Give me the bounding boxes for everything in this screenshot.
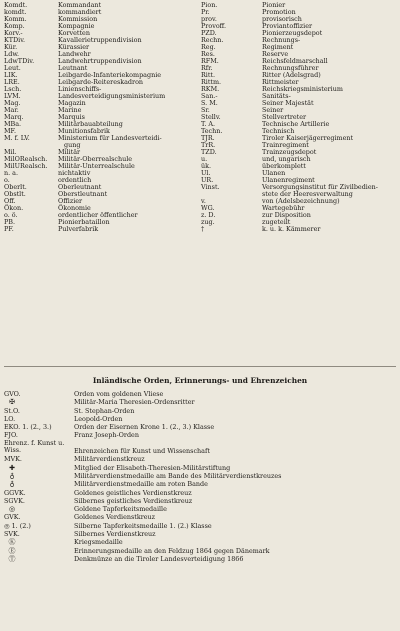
order-abbreviation: ◎ 1. (2.) (4, 521, 31, 530)
abbreviation-meaning: Landwehr (58, 50, 91, 58)
order-name: Franz Joseph-Orden (74, 431, 139, 440)
abbreviation-meaning: Rittmeister (262, 78, 299, 86)
abbreviation: ük. (201, 162, 212, 170)
abbreviation-meaning: Trainzeugsdepot (262, 148, 317, 156)
abbreviation: MF. (4, 127, 17, 135)
section-title: Inländische Orden, Erinnerungs- und Ehrenzeichen (92, 376, 308, 385)
order-row (4, 398, 396, 406)
abbreviation-meaning: überkomplett (262, 162, 306, 170)
abbreviation: Rechn. (201, 36, 224, 44)
abbreviation: Komdt. (4, 1, 28, 9)
abbreviation: S. M. (201, 99, 218, 107)
order-name: Silberne Tapferkeitsmedaille 1. (2.) Klasse (74, 521, 212, 530)
order-name: Erinnerungsmedaille an den Feldzug 1864 gegen Dänemark (74, 546, 270, 555)
abbreviation: San.- (201, 92, 218, 100)
order-row (4, 489, 396, 497)
order-name: Orden vom goldenen Vliese (74, 390, 164, 398)
abbreviation-meaning: kommandiert (58, 8, 102, 16)
abbreviation: Rfr. (201, 64, 213, 72)
orders-list (4, 390, 396, 563)
order-row (4, 390, 396, 398)
abbreviation: Reg. (201, 43, 216, 51)
order-symbol-icon: ♁ (9, 471, 15, 480)
order-abbreviation: MVK. (4, 455, 22, 464)
order-name: Goldenes Verdienstkreuz (74, 513, 156, 522)
abbreviation-column-right (201, 2, 397, 233)
order-abbreviation: EKO. 1. (2., 3.) (4, 423, 52, 432)
abbreviation-meaning: Technisch (262, 127, 295, 135)
order-row (4, 455, 396, 463)
abbreviation: KTDiv. (4, 36, 26, 44)
order-row (4, 480, 396, 488)
abbreviation: zug. (201, 218, 215, 226)
abbreviation-meaning: zugeteilt (262, 218, 291, 226)
abbreviation-meaning: Magazin (58, 99, 86, 107)
order-abbreviation: Ehrenz. f. Kunst u. Wiss. (4, 438, 65, 455)
abbreviation: Off. (4, 197, 16, 205)
order-abbreviation: St.O. (4, 406, 20, 415)
order-abbreviation: SVK. (4, 530, 20, 539)
abbreviation: T. A. (201, 120, 216, 128)
abbreviation: Ökon. (4, 204, 24, 212)
abbreviation-meaning: Kommandant (58, 1, 102, 9)
abbreviation-meaning: Tiroler Kaiserjägerregiment (262, 134, 354, 142)
order-name: Leopold-Orden (74, 414, 123, 423)
abbreviation-meaning: Korvetten (58, 29, 90, 37)
abbreviation-meaning: Kompagnie (58, 22, 95, 30)
order-name: Goldenes geistliches Verdienstkreuz (74, 488, 192, 497)
abbreviation-meaning: Militär-Oberrealschule (58, 155, 133, 163)
order-name: Silbernes Verdienstkreuz (74, 530, 156, 539)
order-abbreviation: GVK. (4, 513, 21, 522)
abbreviation: † (201, 225, 205, 233)
abbreviation: Techn. (201, 127, 223, 135)
abbreviation: Korv.- (4, 29, 23, 37)
abbreviation: Komm. (4, 15, 27, 23)
order-name: Militär-Maria Theresien-Ordensritter (74, 398, 195, 407)
abbreviation: PZD. (201, 29, 217, 37)
abbreviation-meaning: Kürassier (58, 43, 90, 51)
order-row (4, 407, 396, 415)
abbreviation-row (4, 198, 200, 205)
abbreviation-meaning: Militär-Unterrealschule (58, 162, 135, 170)
abbreviation-row (201, 37, 397, 44)
abbreviation: MilURealsch. (4, 162, 48, 170)
abbreviation-meaning: Kavallerietruppendivision (58, 36, 142, 44)
order-row (4, 522, 396, 530)
abbreviation-meaning: ordentlicher öffentlicher (58, 211, 138, 219)
abbreviation: UR. (201, 176, 214, 184)
order-row (4, 547, 396, 555)
abbreviation: TrR. (201, 141, 216, 149)
abbreviation-row (201, 72, 397, 79)
order-row (4, 505, 396, 513)
abbreviation-meaning: Ritter (Adelsgrad) (262, 71, 321, 79)
abbreviation-meaning: zur Disposition (262, 211, 311, 219)
abbreviation-meaning: Pionierbataillon (58, 218, 110, 226)
abbreviation-meaning: Reichskriegsministerium (262, 85, 343, 93)
order-name: Denkmünze an die Tiroler Landesverteidigung 1866 (74, 554, 244, 563)
abbreviation-meaning: Oberleutnant (58, 183, 102, 191)
abbreviation: Rittm. (201, 78, 222, 86)
abbreviation-meaning: Landwehrtruppendivision (58, 57, 142, 65)
order-row (4, 464, 396, 472)
abbreviation-row (4, 2, 200, 9)
section-divider (4, 366, 396, 367)
abbreviation-meaning: Leutnant (58, 64, 88, 72)
order-abbreviation: FJO. (4, 431, 18, 440)
abbreviation: z. D. (201, 211, 216, 219)
abbreviation-row (201, 2, 397, 9)
abbreviation-meaning: Rechnungs- (262, 36, 301, 44)
abbreviation-row (201, 226, 397, 233)
abbreviation-row (4, 226, 200, 233)
order-name: Goldene Tapferkeitsmedaille (74, 505, 167, 514)
order-row (4, 423, 396, 431)
abbreviation-column-left (4, 2, 200, 233)
abbreviation-meaning: Pionier (262, 1, 286, 9)
abbreviation: MBa. (4, 120, 22, 128)
abbreviation-row (4, 23, 200, 30)
abbreviation-meaning: Promotion (262, 8, 296, 16)
abbreviation: LRE. (4, 78, 20, 86)
order-name: Orden der Eisernen Krone 1. (2., 3.) Klasse (74, 423, 215, 432)
abbreviation-meaning: Versorgungsinstitut für Zivilbedien- (262, 183, 378, 191)
abbreviation-row (4, 219, 200, 226)
abbreviation: PB. (4, 218, 16, 226)
abbreviation: Ul. (201, 169, 211, 177)
abbreviation-meaning: Reichsfeldmarschall (262, 57, 328, 65)
order-row (4, 472, 396, 480)
abbreviation: RFM. (201, 57, 219, 65)
abbreviation: Obstlt. (4, 190, 26, 198)
abbreviation-meaning: nichtaktiv (58, 169, 91, 177)
abbreviation: Ritt. (201, 71, 216, 79)
abbreviation-meaning: Leibgarde-Reitereskadron (58, 78, 144, 86)
abbreviation-row (4, 44, 200, 51)
order-symbol-icon: Ⓔ (8, 546, 16, 555)
order-name: St. Stephan-Orden (74, 406, 135, 415)
abbreviation-meaning: Ökonomie (58, 204, 91, 212)
abbreviation: v. (201, 197, 206, 205)
order-name: Silbernes geistliches Verdienstkreuz (74, 496, 193, 505)
abbreviation-meaning: k. u. k. Kämmerer (262, 225, 321, 233)
abbreviation-meaning: Stellvertreter (262, 113, 307, 121)
abbreviation-meaning: Leibgarde-Infanteriekompagnie (58, 71, 162, 79)
abbreviation: PF. (4, 225, 14, 233)
abbreviation-row (4, 16, 200, 23)
abbreviation-row (201, 86, 397, 93)
abbreviation-row (201, 100, 397, 107)
abbreviation-meaning: Oberstleutnant (58, 190, 108, 198)
abbreviation: Vinst. (201, 183, 220, 191)
order-row (4, 538, 396, 546)
abbreviation-row (4, 135, 200, 149)
abbreviation: Komp. (4, 22, 25, 30)
abbreviation: o. ö. (4, 211, 18, 219)
abbreviation-meaning: Sanitäts- (262, 92, 291, 100)
abbreviation: u. (201, 155, 208, 163)
abbreviation-meaning: Wartegebühr (262, 204, 305, 212)
order-symbol-icon: ◎ (8, 505, 16, 514)
order-abbreviation: GGVK. (4, 488, 26, 497)
order-row (4, 513, 396, 521)
order-row (4, 530, 396, 538)
abbreviation-meaning: Linienschiffs- (58, 85, 102, 93)
abbreviation: Ldw. (4, 50, 20, 58)
abbreviation-meaning: Ministerium für Landesverteidi- (58, 134, 162, 142)
order-symbol-icon: ♁ (9, 480, 15, 489)
order-abbreviation: SGVK. (4, 496, 25, 505)
abbreviation: RKM. (201, 85, 220, 93)
abbreviation-meaning: ordentlich (58, 176, 92, 184)
abbreviation: komdt. (4, 8, 27, 16)
abbreviation: Stellv. (201, 113, 221, 121)
abbreviation: MilORealsch. (4, 155, 48, 163)
order-symbol-icon: ✚ (9, 463, 15, 472)
order-name: Militärverdienstmedaille am roten Bande (74, 480, 208, 489)
abbreviation-meaning: Regiment (262, 43, 294, 51)
abbreviation: prov. (201, 15, 217, 23)
abbreviation-meaning: Pionierzeugsdepot (262, 29, 323, 37)
abbreviation: LVM. (4, 92, 21, 100)
abbreviation: TJR. (201, 134, 215, 142)
abbreviation: Pr. (201, 8, 210, 16)
abbreviation-meaning: provisorisch (262, 15, 302, 23)
abbreviation-meaning: Marquis (58, 113, 85, 121)
abbreviation-meaning: Reserve (262, 50, 289, 58)
abbreviation-row (4, 191, 200, 198)
abbreviation-meaning: Seiner (262, 106, 284, 114)
order-symbol-icon: Ⓣ (8, 554, 16, 563)
abbreviation-meaning: Militär (58, 148, 81, 156)
order-symbol-icon: ✠ (9, 398, 15, 407)
abbreviation-row (4, 107, 200, 114)
order-name: Militärverdienstmedaille am Bande des Militärverdienstkreuzes (74, 471, 282, 480)
abbreviation: Res. (201, 50, 215, 58)
abbreviation-meaning: von (Adelsbezeichnung) (262, 197, 340, 205)
abbreviation: Provoff. (201, 22, 227, 30)
abbreviation: TZD. (201, 148, 217, 156)
abbreviation-row (4, 93, 200, 100)
abbreviation-row (4, 58, 200, 65)
abbreviation: Oberlt. (4, 183, 27, 191)
abbreviation: LdwTDiv. (4, 57, 35, 65)
order-row (4, 497, 396, 505)
abbreviation-row (4, 170, 200, 177)
order-row (4, 555, 396, 563)
abbreviation: Pion. (201, 1, 218, 9)
abbreviation: M. f. LV. (4, 134, 30, 142)
abbreviation-row (201, 121, 397, 128)
abbreviation-meaning: Kommission (58, 15, 98, 23)
abbreviation-meaning: Militärbauabteilung (58, 120, 123, 128)
abbreviation-meaning-continued: stete der Heeresverwaltung (262, 190, 353, 198)
abbreviation-row (201, 184, 397, 198)
order-name: Mitglied der Elisabeth-Theresien-Militärstiftung (74, 463, 231, 472)
abbreviation-meaning: Pulverfabrik (58, 225, 99, 233)
abbreviation-meaning: Seiner Majestät (262, 99, 314, 107)
order-symbol-icon: Ⓚ (8, 538, 16, 547)
abbreviation: LIK. (4, 71, 18, 79)
abbreviation-row (4, 79, 200, 86)
abbreviation-meaning-continued: gung (64, 141, 81, 149)
abbreviation: Lsch. (4, 85, 22, 93)
abbreviation-row (4, 9, 200, 16)
order-row (4, 415, 396, 423)
abbreviation-meaning: Offizier (58, 197, 83, 205)
abbreviation: Mil. (4, 148, 17, 156)
abbreviation-meaning: und, ungarisch (262, 155, 311, 163)
abbreviation: n. a. (4, 169, 19, 177)
abbreviation: Marq. (4, 113, 24, 121)
order-row (4, 440, 396, 456)
abbreviation: Mar. (4, 106, 19, 114)
order-name: Militärverdienstkreuz (74, 455, 145, 464)
abbreviation-row (201, 212, 397, 219)
abbreviation-meaning: Ulanenregiment (262, 176, 315, 184)
abbreviation-row (4, 163, 200, 170)
order-abbreviation: LO. (4, 414, 16, 423)
abbreviation-meaning: Trainregiment (262, 141, 309, 149)
abbreviation-meaning: Rechnungsführer (262, 64, 319, 72)
order-name: Kriegsmedaille (74, 538, 123, 547)
abbreviation-meaning: Technische Artillerie (262, 120, 330, 128)
abbreviation-meaning: Landesverteidigungsministerium (58, 92, 166, 100)
abbreviation-row (4, 100, 200, 107)
abbreviation-meaning: Ulanen (262, 169, 286, 177)
abbreviation-meaning: Marine (58, 106, 82, 114)
abbreviation-row (4, 37, 200, 44)
order-name: Ehrenzeichen für Kunst und Wissenschaft (74, 447, 210, 456)
abbreviation-row (4, 177, 200, 184)
abbreviation-meaning: Munitionsfabrik (58, 127, 110, 135)
abbreviation: Kür. (4, 43, 18, 51)
abbreviation-row (201, 163, 397, 170)
abbreviation: Mag. (4, 99, 21, 107)
abbreviation-row (201, 44, 397, 51)
abbreviation: o. (4, 176, 10, 184)
abbreviation-meaning: Proviantoffizier (262, 22, 313, 30)
abbreviation: WG. (201, 204, 215, 212)
abbreviation: Sr. (201, 106, 210, 114)
order-abbreviation: GVO. (4, 390, 21, 398)
abbreviation: Leut. (4, 64, 21, 72)
